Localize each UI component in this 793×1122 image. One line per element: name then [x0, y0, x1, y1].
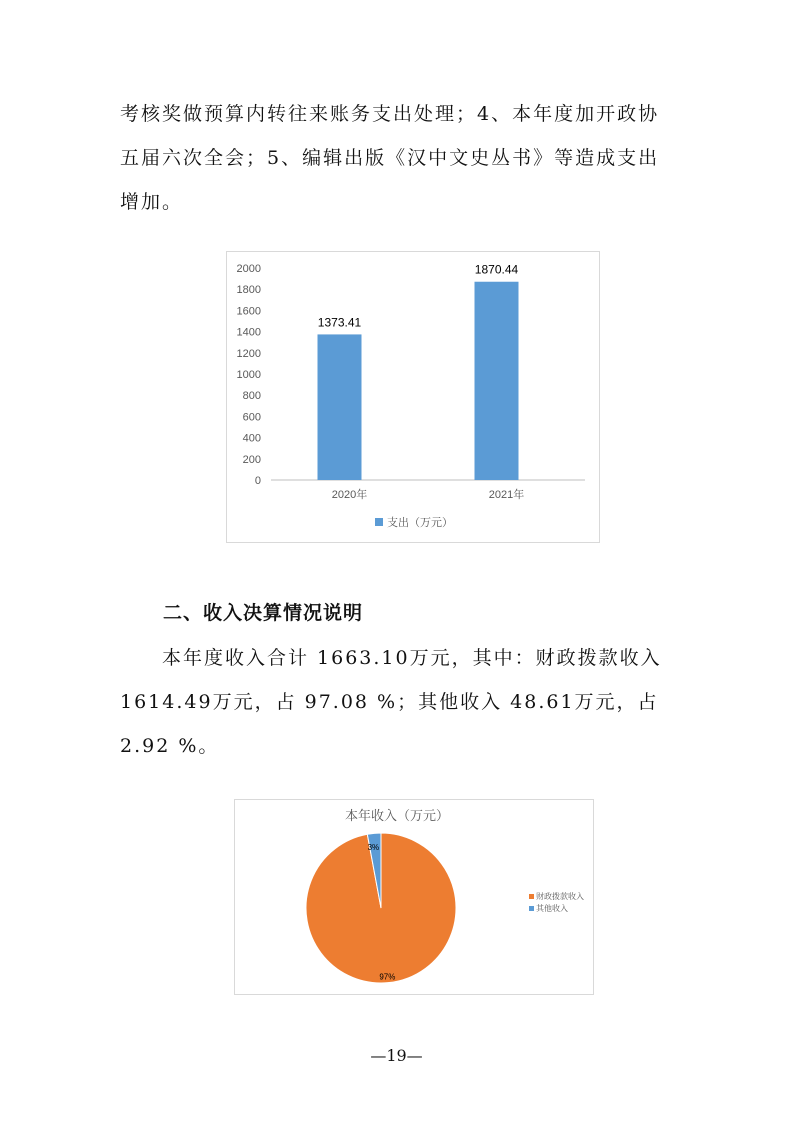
y-tick-label: 1400	[236, 326, 261, 339]
paragraph-line: 考核奖做预算内转往来账务支出处理；4、本年度加开政协	[120, 103, 660, 125]
y-tick-label: 0	[254, 475, 261, 487]
x-tick-label: 2020年	[331, 489, 368, 501]
legend-swatch	[529, 906, 534, 911]
income-paragraph	[120, 636, 680, 768]
income-pie-chart	[234, 799, 594, 995]
y-tick-label: 1600	[236, 305, 261, 318]
paragraph-line: 本年度收入合计 1663.10万元，其中：财政拨款收入	[120, 647, 662, 669]
pie-title: 本年收入（万元）	[344, 808, 450, 823]
page-number: —19—	[370, 1046, 423, 1065]
paragraph-line: 2.92 %。	[120, 735, 220, 757]
bar-chart-svg	[227, 252, 599, 542]
y-tick-label: 800	[242, 390, 261, 403]
pie-data-label: 3%	[367, 842, 380, 852]
pie-chart-svg	[235, 800, 593, 994]
paragraph-line: 1614.49万元，占 97.08 %；其他收入 48.61万元，占	[120, 691, 659, 713]
bar-data-label: 1373.41	[317, 315, 362, 330]
paragraph-line: 五届六次全会；5、编辑出版《汉中文史丛书》等造成支出	[120, 147, 660, 169]
legend-label: 财政拨款收入	[536, 892, 584, 901]
paragraph-line: 增加。	[120, 191, 184, 213]
y-tick-label: 600	[242, 411, 261, 424]
x-tick-label: 2021年	[488, 489, 525, 501]
section-heading: 二、收入决算情况说明	[163, 602, 364, 624]
legend-label: 其他收入	[536, 904, 568, 913]
y-tick-label: 1200	[236, 347, 261, 360]
bar-data-label: 1870.44	[474, 262, 519, 277]
legend-swatch	[375, 518, 383, 526]
bar	[318, 334, 362, 480]
y-tick-label: 200	[242, 453, 261, 466]
legend-swatch	[529, 894, 534, 899]
y-tick-label: 1800	[236, 284, 261, 297]
y-tick-label: 400	[242, 432, 261, 445]
bar	[475, 282, 519, 480]
legend-label: 支出（万元）	[387, 517, 453, 529]
pie-data-label: 97%	[379, 972, 396, 982]
body-paragraph-top	[120, 92, 680, 224]
expenditure-bar-chart	[226, 251, 600, 543]
y-tick-label: 1000	[236, 369, 261, 381]
y-tick-label: 2000	[236, 263, 261, 275]
